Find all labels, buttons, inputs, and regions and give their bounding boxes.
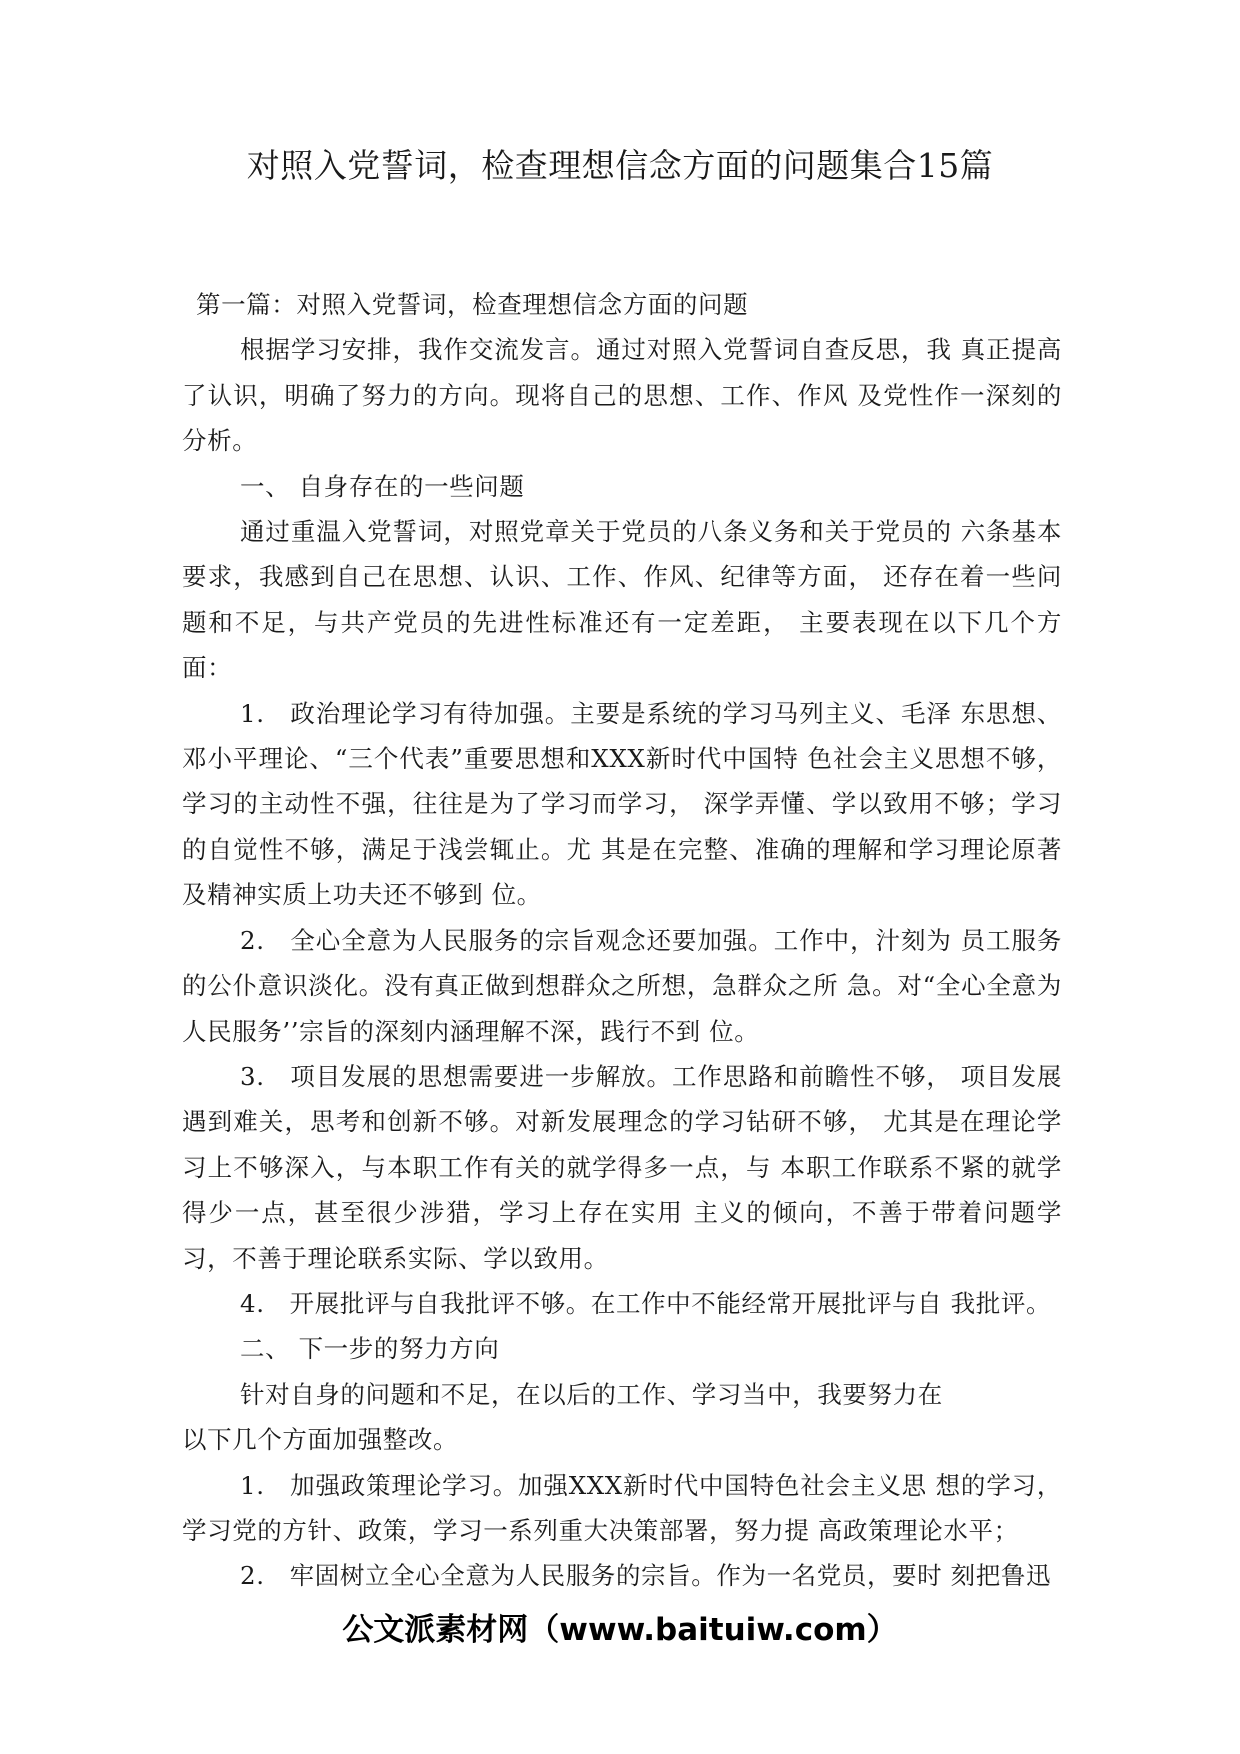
body-paragraph: 通过重温入党誓词，对照党章关于党员的八条义务和关于党员的 六条基本要求，我感到自己在思想、认识、工作、作风、纪律等方面， 还存在着一些问题和不足，与共产党员的先进性标准还有一定差距， 主要表现在以下几个方面： bbox=[182, 517, 1062, 683]
body-paragraph: 以下几个方面加强整改。 bbox=[182, 1425, 459, 1455]
document-body bbox=[182, 282, 1062, 1599]
numbered-paragraph: 3. 项目发展的思想需要进一步解放。工作思路和前瞻性不够， 项目发展遇到难关，思考和创新不够。对新发展理念的学习钻研不够， 尤其是在理论学习上不够深入，与本职工作有关的就学得多一点，与 本职工作联系不紧的就学得少一点，甚至很少涉猎，学习上存在实用 主义的倾向，不善于带着问题学习，不善于理论联系实际、学以致用。 bbox=[182, 1061, 1062, 1273]
footer-watermark: 公文派素材网（www.baituiw.com） bbox=[342, 1612, 898, 1648]
numbered-paragraph: 2. 全心全意为人民服务的宗旨观念还要加强。工作中，汁刻为 员工服务的公仆意识淡化。没有真正做到想群众之所想，急群众之所 急。对“全心全意为人民服务’’宗旨的深刻内涵理解不深，践行不到 位。 bbox=[182, 925, 1062, 1046]
body-paragraph: 根据学习安排，我作交流发言。通过对照入党誓词自查反思，我 真正提高了认识，明确了努力的方向。现将自己的思想、工作、作风 及党性作一深刻的分析。 bbox=[182, 335, 1062, 456]
section-heading: 第一篇：对照入党誓词，检查理想信念方面的问题 bbox=[196, 290, 749, 319]
body-paragraph: 针对自身的问题和不足，在以后的工作、学习当中，我要努力在 bbox=[240, 1379, 943, 1409]
subsection-heading: 二、 下一步的努力方向 bbox=[240, 1334, 500, 1364]
numbered-paragraph: 4. 开展批评与自我批评不够。在工作中不能经常开展批评与自 我批评。 bbox=[240, 1288, 1052, 1318]
document-title: 对照入党誓词，检查理想信念方面的问题集合15篇 bbox=[246, 146, 994, 185]
numbered-paragraph: 2. 牢固树立全心全意为人民服务的宗旨。作为一名党员，要时 刻把鲁迅 bbox=[240, 1561, 1052, 1591]
numbered-paragraph: 1. 加强政策理论学习。加强XXX新时代中国特色社会主义思 想的学习，学习党的方针、政策，学习一系列重大决策部署，努力提 高政策理论水平； bbox=[182, 1470, 1062, 1545]
subsection-heading: 一、 自身存在的一些问题 bbox=[240, 471, 525, 501]
numbered-paragraph: 1. 政治理论学习有待加强。主要是系统的学习马列主义、毛泽 东思想、邓小平理论、“三个代表”重要思想和XXX新时代中国特 色社会主义思想不够，学习的主动性不强，往往是为了学习而学习， 深学弄懂、学以致用不够；学习的自觉性不够，满足于浅尝辄止。尤 其是在完整、准确的理解和学习理论原著及精神实质上功夫还不够到 位。 bbox=[182, 698, 1062, 910]
